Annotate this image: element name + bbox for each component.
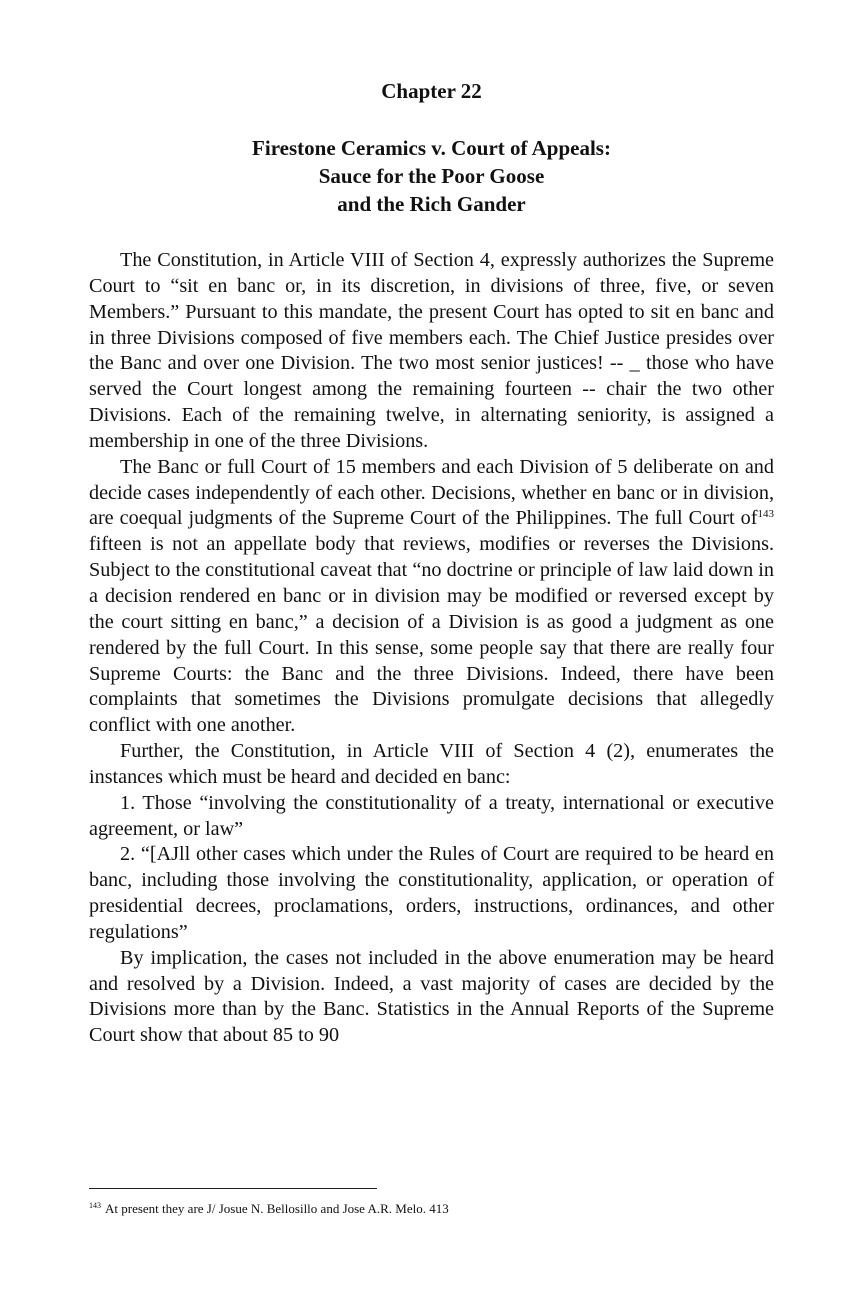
chapter-title [89,134,774,218]
list-item: 1. Those “involving the constitutionality of a treaty, international or executive agreement, or law” [89,791,774,840]
list-item: 2. “[AJll other cases which under the Rules of Court are required to be heard en banc, including those involving the constitutionality, application, or operation of presidential decrees, proclamations, orders, instructions, ordinances, and other regulations” [89,843,774,943]
chapter-heading: Chapter 22 [381,79,482,103]
body-text [89,248,774,1049]
paragraph-text: fifteen is not an appellate body that reviews, modifies or reverses the Divisions. Subject to the constitutional caveat that “no doctrine or principle of law laid down in a decision rendered en banc or in division may be modified or reversed except by the court sitting en banc,” a decision of a Division is as good a judgment as one rendered by the full Court. In this sense, some people say that there are really four Supreme Courts: the Banc and the three Divisions. Indeed, there have been complaints that sometimes the Divisions promulgate decisions that allegedly conflict with one another. [89,533,774,737]
title-line: Sauce for the Poor Goose [318,164,545,188]
footnote-reference[interactable]: 143 [757,508,774,521]
title-line: Firestone Ceramics v. Court of Appeals: [252,136,611,160]
paragraph: The Constitution, in Article VIII of Section 4, expressly authorizes the Supreme Court to “sit en banc or, in its discretion, in divisions of three, five, or seven Members.” Pursuant to this mandate, the present Court has opted to sit en banc and in three Divisions composed of five members each. The Chief Justice presides over the Banc and over one Division. The two most senior justices! -- _ those who have served the Court longest among the remaining fourteen -- chair the two other Divisions. Each of the remaining twelve, in alternating seniority, is assigned a membership in one of the three Divisions. [89,249,774,452]
title-line: and the Rich Gander [337,192,526,216]
footnote-text: At present they are J/ Josue N. Bellosillo and Jose A.R. Melo. 413 [105,1201,449,1216]
paragraph: Further, the Constitution, in Article VIII of Section 4 (2), enumerates the instances which must be heard and decided en banc: [89,740,774,788]
page-content [89,76,774,1049]
footnote-number: 143 [89,1201,101,1210]
footnote-divider [89,1188,377,1189]
paragraph-text: The Banc or full Court of 15 members and each Division of 5 deliberate on and decide cases independently of each other. Decisions, whether en banc or in division, are coequal judgments of the Supreme Court of the Philippines. The full Court of [89,455,774,530]
footnote [89,1200,774,1218]
paragraph: By implication, the cases not included in the above enumeration may be heard and resolved by a Division. Indeed, a vast majority of cases are decided by the Divisions more than by the Banc. Statistics in the Annual Reports of the Supreme Court show that about 85 to 90 [89,946,774,1047]
paragraph [89,455,774,739]
